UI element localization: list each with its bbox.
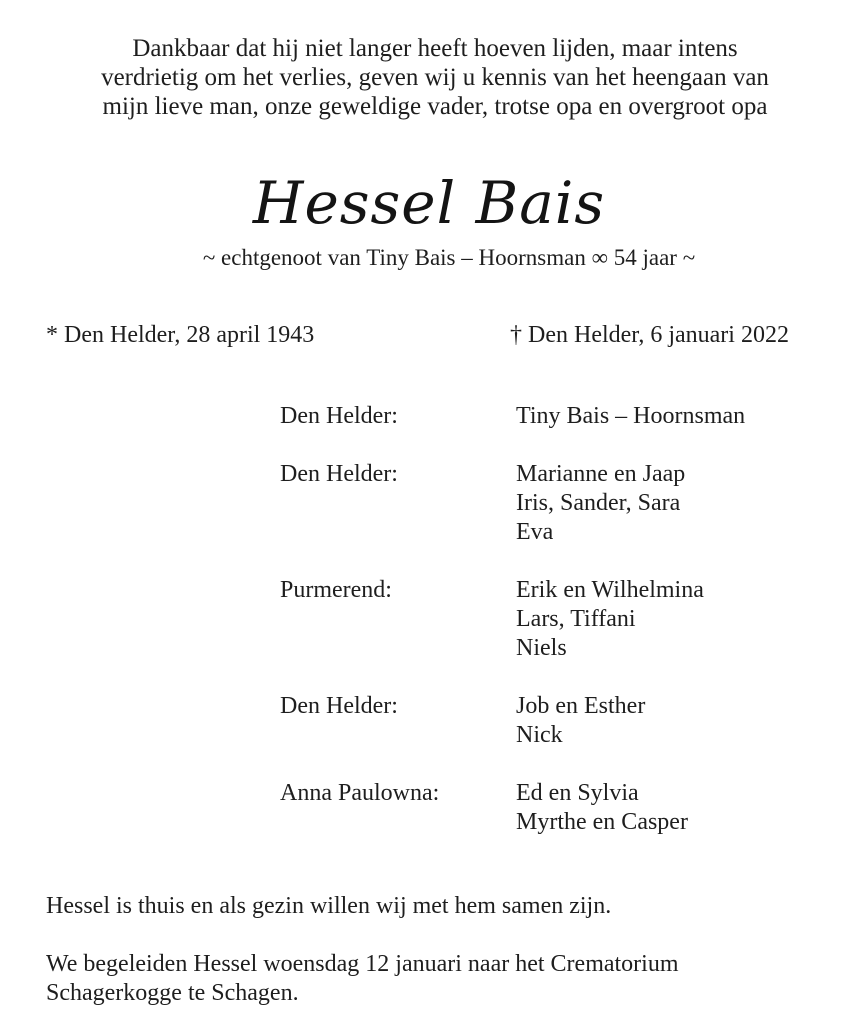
- intro-line: verdrietig om het verlies, geven wij u kennis van het heengaan van: [101, 64, 769, 91]
- family-entry: [280, 576, 840, 663]
- family-name-line: Erik en Wilhelmina: [516, 577, 704, 603]
- closing-home-text: Hessel is thuis en als gezin willen wij met hem samen zijn.: [46, 893, 612, 919]
- intro-text: [40, 34, 830, 121]
- family-place: Den Helder:: [280, 403, 398, 429]
- ceremony-line: We begeleiden Hessel woensdag 12 januari naar het Crematorium: [46, 951, 679, 977]
- ceremony-line: Schagerkogge te Schagen.: [46, 980, 299, 1006]
- family-name-line: Niels: [516, 635, 567, 661]
- family-names: [516, 576, 704, 663]
- family-entry: [280, 779, 840, 837]
- family-place: Den Helder:: [280, 461, 398, 487]
- family-names: [516, 779, 688, 837]
- intro-line: mijn lieve man, onze geweldige vader, trotse opa en overgroot opa: [102, 93, 768, 120]
- family-place: Anna Paulowna:: [280, 780, 440, 806]
- intro-line: Dankbaar dat hij niet langer heeft hoeven lijden, maar intens: [132, 35, 738, 62]
- family-entry: [280, 692, 840, 750]
- family-names: [516, 460, 685, 547]
- family-entry: [280, 460, 840, 547]
- family-name-line: Lars, Tiffani: [516, 606, 636, 632]
- death-info: † Den Helder, 6 januari 2022: [510, 322, 789, 348]
- family-name-line: Marianne en Jaap: [516, 461, 686, 487]
- family-name-line: Nick: [516, 722, 563, 748]
- family-names: [516, 692, 645, 750]
- family-name-line: Job en Esther: [516, 693, 646, 719]
- family-entry: [280, 402, 840, 431]
- family-place: Den Helder:: [280, 693, 398, 719]
- birth-info: * Den Helder, 28 april 1943: [46, 322, 315, 348]
- spouse-subtitle: ~ echtgenoot van Tiny Bais – Hoornsman ∞ 54 jaar ~: [202, 245, 696, 270]
- family-list: [280, 402, 840, 866]
- family-name-line: Myrthe en Casper: [516, 809, 688, 835]
- closing-ceremony-text: [46, 950, 679, 1008]
- family-names: [516, 402, 745, 431]
- family-name-line: Ed en Sylvia: [516, 780, 639, 806]
- family-place: Purmerend:: [280, 577, 392, 603]
- family-name-line: Iris, Sander, Sara: [516, 490, 681, 516]
- family-name-line: Eva: [516, 519, 554, 545]
- family-name-line: Tiny Bais – Hoornsman: [516, 403, 746, 429]
- deceased-name: Hessel Bais: [252, 169, 606, 237]
